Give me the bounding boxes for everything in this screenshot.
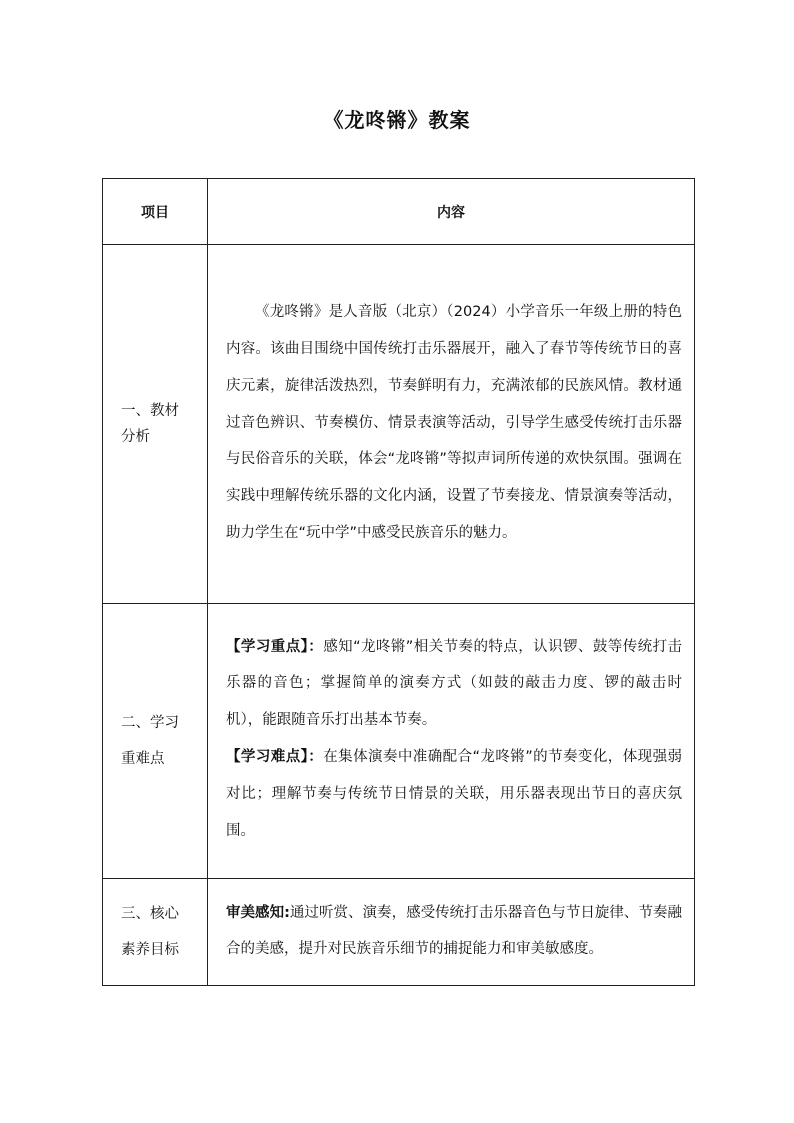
row-label-cell	[103, 245, 208, 604]
table-header-row	[103, 179, 695, 245]
table-row-material-analysis	[103, 245, 695, 604]
row-label-line1: 一、教材	[121, 403, 179, 419]
row-content-cell	[208, 879, 695, 986]
row-label	[103, 705, 207, 777]
row-label-cell	[103, 604, 208, 879]
difficulty-label: 【学习难点】：	[226, 749, 324, 765]
table-row-key-difficult-points	[103, 604, 695, 879]
aesthetic-perception-paragraph	[226, 895, 682, 967]
aesthetic-text: 通过听赏、演奏，感受传统打击乐器音色与节日旋律、节奏融合的美感，提升对民族音乐细节的捕捉能力和审美敏感度。	[226, 905, 682, 957]
key-point-label: 【学习重点】：	[226, 638, 324, 655]
difficulty-text: 在集体演奏中准确配合“龙咚锵”的节奏变化，体现强弱对比；理解节奏与传统节日情景的关联，用乐器表现出节日的喜庆氛围。	[226, 749, 682, 839]
page-title: 《龙咚锵》教案	[323, 108, 471, 132]
table-row-core-literacy-goals	[103, 879, 695, 986]
row-content	[208, 282, 694, 566]
header-content: 内容	[208, 179, 695, 245]
difficulty-paragraph	[226, 739, 682, 849]
key-point-text: 感知“龙咚锵”相关节奏的特点，认识锣、鼓等传统打击乐器的音色；掌握简单的演奏方式（如鼓的敲击力度、锣的敲击时机），能跟随音乐打出基本节奏。	[226, 638, 682, 729]
row-label-line1: 三、核心	[121, 906, 179, 922]
row-label-line2: 素养目标	[121, 942, 179, 958]
row-label-line2: 分析	[121, 429, 150, 445]
row-content	[208, 619, 694, 864]
row-label-line1: 二、学习	[121, 715, 179, 731]
header-item: 项目	[103, 179, 208, 245]
row-label-cell	[103, 879, 208, 986]
aesthetic-label: 审美感知:	[226, 905, 290, 921]
row-label-line2: 重难点	[121, 751, 165, 767]
row-label	[103, 896, 207, 968]
lesson-plan-table	[102, 178, 695, 986]
row-label	[103, 398, 207, 450]
material-analysis-paragraph: 《龙咚锵》是人音版（北京）（2024）小学音乐一年级上册的特色内容。该曲目围绕中国传统打击乐器展开，融入了春节等传统节日的喜庆元素，旋律活泼热烈，节奏鲜明有力，充满浓郁的民族风情。教材通过音色辨识、节奏模仿、情景表演等活动，引导学生感受传统打击乐器与民俗音乐的关联，体会“龙咚锵”等拟声词所传递的欢快氛围。强调在实践中理解传统乐器的文化内涵，设置了节奏接龙、情景演奏等活动，助力学生在“玩中学”中感受民族音乐的魅力。	[226, 304, 682, 541]
key-point-paragraph	[226, 629, 682, 739]
row-content-cell	[208, 604, 695, 879]
row-content-cell	[208, 245, 695, 604]
row-content	[208, 891, 694, 973]
